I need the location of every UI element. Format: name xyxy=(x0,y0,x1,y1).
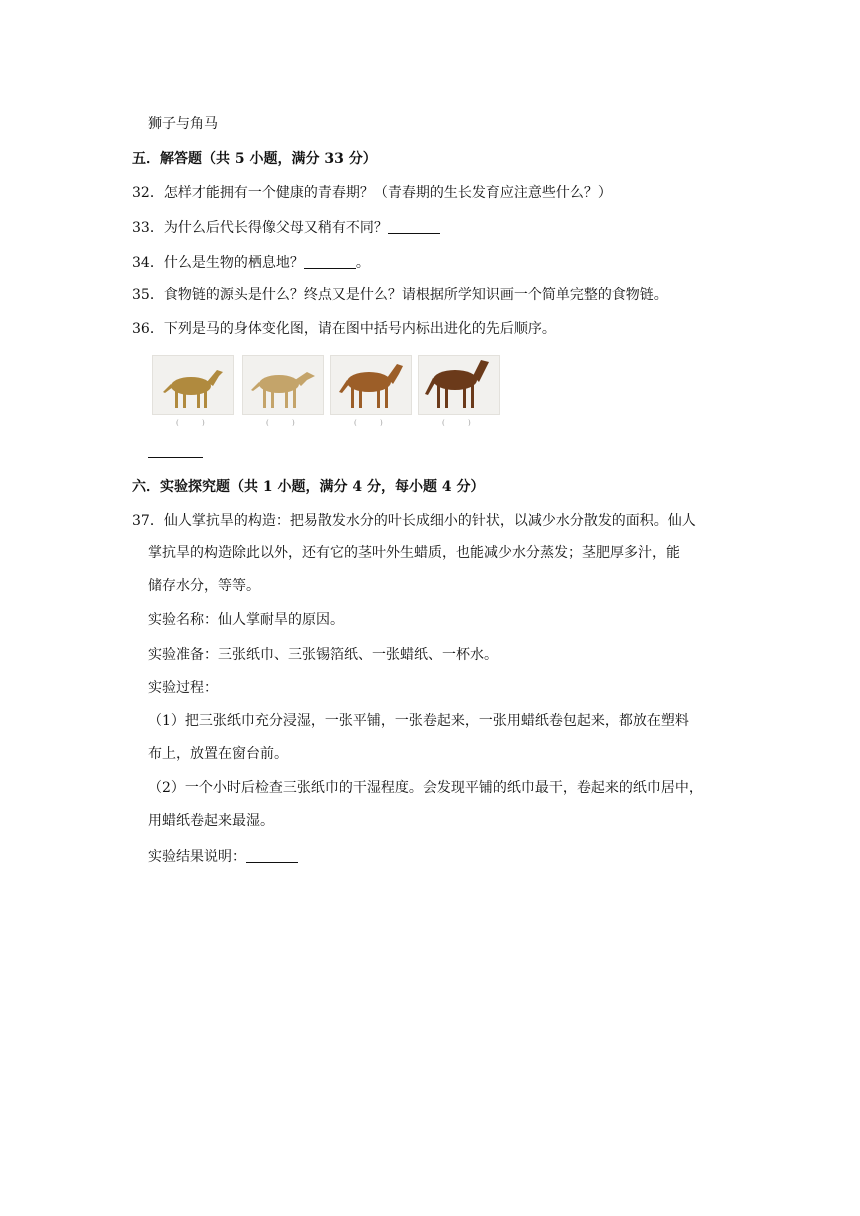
question-32: 32．怎样才能拥有一个健康的青春期？（青春期的生长发育应注意些什么？） xyxy=(132,185,612,201)
question-34-text: 34．什么是生物的栖息地？ xyxy=(132,255,304,271)
question-36: 36．下列是马的身体变化图，请在图中括号内标出进化的先后顺序。 xyxy=(132,321,556,337)
question-37-line-2: 掌抗旱的构造除此以外，还有它的茎叶外生蜡质，也能减少水分蒸发；茎肥厚多汁，能 xyxy=(148,545,680,561)
experiment-name: 实验名称：仙人掌耐旱的原因。 xyxy=(148,612,344,628)
horse-image-3 xyxy=(330,355,412,415)
experiment-step-1-line-2: 布上，放置在窗台前。 xyxy=(148,746,288,762)
horse-image-4 xyxy=(418,355,500,415)
section-5-heading: 五．解答题（共 5 小题，满分 33 分） xyxy=(132,151,377,167)
section-6-heading: 六．实验探究题（共 1 小题，满分 4 分，每小题 4 分） xyxy=(132,479,485,495)
experiment-step-2-line-2: 用蜡纸卷起来最湿。 xyxy=(148,813,274,829)
answer-blank-34[interactable] xyxy=(304,254,356,269)
horse-silhouette-3 xyxy=(339,364,403,408)
answer-blank-36[interactable] xyxy=(148,457,203,458)
question-33-text: 33．为什么后代长得像父母又稍有不同？ xyxy=(132,220,388,236)
horse-silhouette-1 xyxy=(163,370,223,408)
question-37-line-1: 37．仙人掌抗旱的构造：把易散发水分的叶长成细小的针状，以减少水分散发的面积。仙人 xyxy=(132,513,696,529)
horse-silhouette-2 xyxy=(251,372,315,408)
question-35: 35．食物链的源头是什么？终点又是什么？请根据所学知识画一个简单完整的食物链。 xyxy=(132,287,668,303)
question-34-tail: 。 xyxy=(355,255,370,271)
horse-image-1 xyxy=(152,355,234,415)
previous-answer-item: 狮子与角马 xyxy=(148,116,218,132)
experiment-process-label: 实验过程： xyxy=(148,680,218,696)
question-37-line-3: 储存水分，等等。 xyxy=(148,578,260,594)
horse-image-2 xyxy=(242,355,324,415)
experiment-preparation: 实验准备：三张纸巾、三张锡箔纸、一张蜡纸、一杯水。 xyxy=(148,647,498,663)
experiment-step-2-line-1: （2）一个小时后检查三张纸巾的干湿程度。会发现平铺的纸巾最干，卷起来的纸巾居中， xyxy=(148,780,703,796)
horse-silhouette-4 xyxy=(425,360,489,408)
experiment-step-1-line-1: （1）把三张纸巾充分浸湿，一张平铺，一张卷起来，一张用蜡纸卷包起来，都放在塑料 xyxy=(148,713,689,729)
answer-blank-37[interactable] xyxy=(246,848,298,863)
question-33 xyxy=(132,218,440,238)
answer-blank-33[interactable] xyxy=(388,219,440,234)
experiment-result xyxy=(148,847,298,867)
experiment-result-label: 实验结果说明： xyxy=(148,849,246,865)
horse-evolution-figure: ( ) ( ) ( ) ( ) xyxy=(152,355,502,433)
question-34 xyxy=(132,253,370,273)
